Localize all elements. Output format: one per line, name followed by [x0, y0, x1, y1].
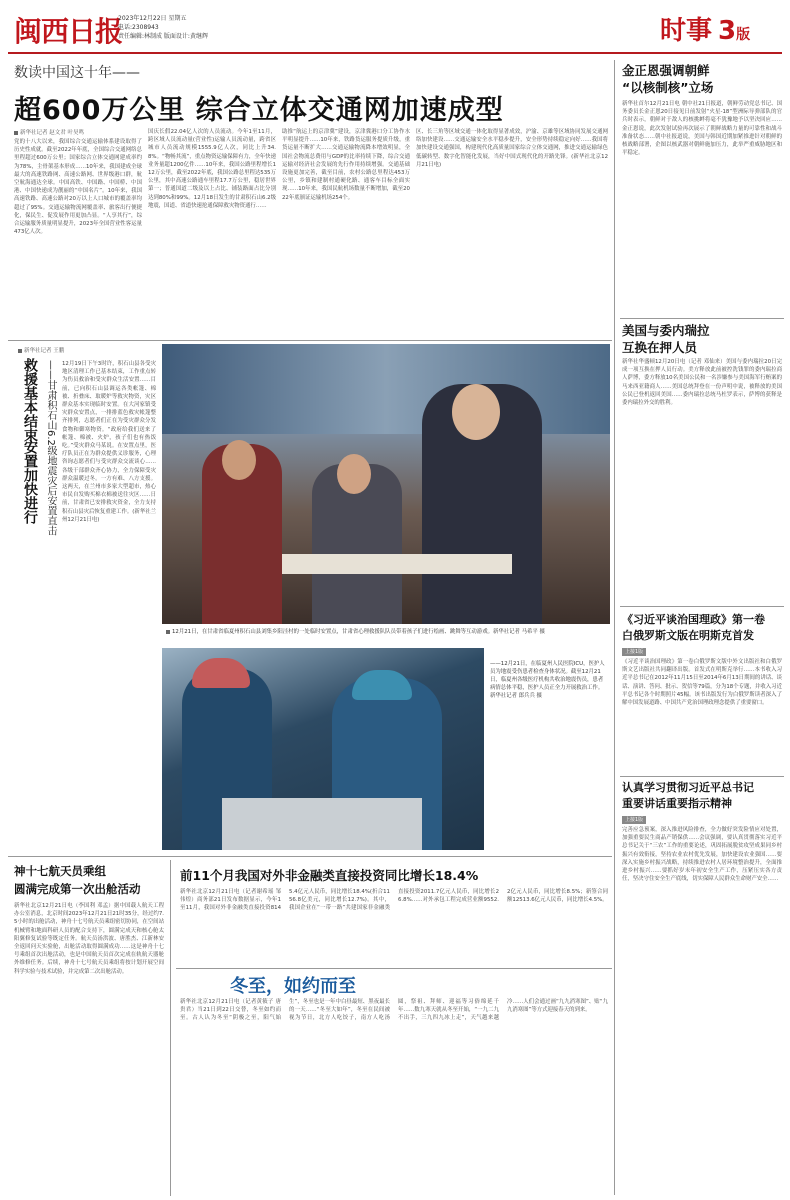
- shenzhou-body: 新华社北京12月21日电（李国利 邓孟）据中国载人航天工程办公室消息，北京时间2023年12月21日21时35分，经过约7.5小时的出舱活动，神舟十七号航天员乘组密切协同，在空间站机械臂和地面科研人员的配合支持下，圆满完成天和核心舱太阳翼修复试验等既定任务。航天员汤洪波、唐胜杰、江新林安全返回问天实验舱，出舱活动取得圆满成功……这是神舟十七号乘组首次出舱活动，也是中国航天员首次完成在轨航天器舱外维修任务。后续，神舟十七号航天员乘组将按计划开展空间科学实验与技术试验，并完成第二次出舱活动。: [14, 903, 164, 975]
- medic-cap-2: [352, 670, 412, 700]
- study-tag: 上接1版: [622, 816, 646, 824]
- investment-body: 新华社北京12月21日电（记者谢希瑶 邹伟煌）商务部21日发布数据显示，今年1至11月，我国对外非金融类直接投资8145.4亿元人民币，同比增长18.4%(折合1156.8亿美元，同比增长12.7%)。其中，我国企业在“一带一路”共建国家非金融类直接投资2011.7亿元人民币，同比增长26.8%……对外承包工程完成营业额9552.2亿元人民币，同比增长8.5%；新签合同额12513.6亿元人民币，同比增长4.5%。: [180, 889, 608, 912]
- lead-divider: [8, 340, 612, 341]
- quake-byline: 新华社记者 王鹏: [18, 346, 64, 354]
- lead-col-3: 助推“航运上的京津冀”建设，京津冀港口分工协作水平明显提升……10年来，铁路货运服务提质升级，重货运量不断扩大……交通运输物流降本增效明显，全国社会物流总费用与GDP的比率持续下降，综合交通运输对经济社会发展的先行作用持续增强。交通基础设施更加完善，截至目前，农村公路总里程达453万公里，乡镇和建制村通硬化路、通客车目标全面实现……10年来，我国民航机场数量不断增加，截至2022年底颁证运输机场254个。: [282, 129, 410, 201]
- xi-book-tag: 上接1版: [622, 648, 646, 656]
- photo-icu-caption: ——12月21日，在临夏州人民医院ICU，医护人员为地震受伤患者检查身体状况。截至12月21日，临夏州各级医疗机构共收治地震伤员，患者病情总体平稳，医护人员正全力开展救治工作。新华社记者 郎兵兵 摄: [490, 661, 605, 699]
- volunteer-head: [452, 384, 500, 440]
- right-column-divider: [614, 60, 615, 1195]
- page-number: [660, 10, 750, 47]
- quake-body: 12月19日下午3时许，积石山县各受灾地区清理工作已基本结束，工作重点转为伤员救治和受灾群众生活安置……目前，已向积石山县调运各类帐篷、棉被、折叠床、取暖炉等救灾物资，灾区群众基本实现临时安置。在大河家镇受灾群众安置点，一排排蓝色救灾帐篷整齐排列，志愿者们正在为受灾群众分发食物和御寒物资。“政府给我们送来了帐篷、棉被、火炉，孩子们也有热饭吃。”受灾群众马某说。在安置点里，医疗队员正在为群众提供义诊服务，心理咨询志愿者们与受灾群众交流谈心……各级干部群众齐心协力，全力保障受灾群众温暖过冬。一方有难、八方支援。这两天，在兰州市多家大型超市，热心市民自发购买棉衣棉被送往灾区……日前，甘肃省已安排救灾资金，全力支持积石山县灾后恢复重建工作。(新华社兰州12月21日电): [62, 361, 156, 523]
- usvenezuela-headline: 美国与委内瑞拉 互换在押人员: [622, 323, 710, 355]
- page-suffix: 版: [736, 27, 751, 43]
- lead-col-4: 区、长三角等区域交通一体化取得显著成效，沪渝、京雄等区域协同发展交通网络加快建设……交通运输安全水平稳步提升，安全形势持续稳定向好……我国将加快建设交通强国，构建现代化高质量国家综合立体交通网，推进交通运输绿色低碳转型、数字化智能化发展，当好中国式现代化的开路先锋。(新华社北京12月21日电): [416, 129, 608, 168]
- bullet-icon: [166, 630, 170, 634]
- lead-col-2: 国庆长假22.04亿人次的人员流动。今年1至11月，跨区域人员流动量(营业性)运输人员流动量，跨省区城市人员流动规模1555.9亿人次，同比上升34.8%。“物畅其流”，重点物资运输保障有力，全年快递业务量超1200亿件……10年来，我国公路里程增长112万公里，截至2022年底，我国公路总里程达535万公里，其中高速公路通车里程17.7万公里，稳居世界第一；普通国道二级及以上占比、铺装路面占比分别达到80%和99%。12月18日发生的甘肃积石山6.2级地震，国道、省道快速抢通保障救灾物资通行……: [148, 129, 276, 209]
- quake-headline-1: 救援基本结束: [22, 358, 38, 442]
- photo-relief-caption: 12月21日，在甘肃省临夏州积石山县刘集乡阳洼村的一处临时安置点，甘肃省心理救援队队员带着孩子们进行绘画、跳舞等互动游戏。新华社记者 马希平 摄: [166, 628, 608, 646]
- quake-headline-2: 安置加快进行: [22, 440, 38, 524]
- kim-body: 新华社首尔12月21日电 朝中社21日报道，朝鲜劳动党总书记、国务委员长金正恩20日接见日前发射“火星-18”型洲际导弹部队的官兵时表示，朝鲜对于敌人的核挑衅将毫不犹豫地予以坚决回应……金正恩说，此次发射试验再次展示了朝鲜战略力量的可靠性和战斗准备状态……朝中社报道说，美国与韩国近期加紧推进针对朝鲜的核战略部署，企图以核武器对朝鲜施加压力，此举严重威胁地区和平稳定。: [622, 101, 782, 157]
- newspaper-logo: 闽西日报: [14, 15, 123, 48]
- shenzhou-divider: [170, 860, 171, 1196]
- masthead-meta: [118, 14, 208, 41]
- right-divider-3: [620, 776, 784, 777]
- masthead-rule: [8, 52, 782, 54]
- right-divider-2: [620, 606, 784, 607]
- tent-shape: [162, 344, 610, 434]
- quake-subtitle: ——甘肃积石山6.2级地震灾后安置直击: [45, 360, 56, 536]
- right-divider-1: [620, 318, 784, 319]
- bullet-icon: [14, 131, 18, 135]
- kim-headline: 金正恩强调朝鲜 “以核制核”立场: [622, 63, 714, 95]
- child-head-2: [337, 454, 371, 494]
- xi-book-headline: 《习近平谈治国理政》第一卷 白俄罗斯文版在明斯克首发: [622, 613, 765, 642]
- investment-headline: 前11个月我国对外非金融类直接投资同比增长18.4%: [180, 868, 479, 883]
- quake-bottom-divider: [8, 856, 612, 857]
- shenzhou-headline: 神十七航天员乘组 圆满完成第一次出舱活动: [14, 864, 141, 896]
- winter-body: 新华社北京12月21日电（记者黄筱子 唐贵君）当21日到22日交替，冬至如约而至。古人认为冬至“阴极之至，阳气始生”，冬至也是一年中白昼最短、黑夜最长的一天……“冬至大如年”，冬至在民间被视为节日，北方人吃饺子，南方人吃汤圆，祭祖、拜师、迎福等习俗绵延千年……数九寒天就从冬至开始，“一九二九不出手，三九四九冰上走”，天气越来越冷……人们会通过画“九九消寒图”、贴“九九消寒图”等方式迎接春天的到来。: [180, 999, 608, 1022]
- xi-book-body: 《习近平谈治国理政》第一卷白俄罗斯文版中外文出版社和白俄罗斯文艺出版社共同翻译出版。首发式在明斯克举行……本书收入习近平总书记在2012年11月15日至2014年6月13日期间的讲话、谈话、演讲、答问、批示、贺信等79篇，分为18个专题，并收入习近平总书记各个时期照片45幅。该书出版发行为白俄罗斯读者深入了解中国发展道路、中国共产党治国理政理念提供了重要窗口。: [622, 659, 782, 707]
- photo-icu: [162, 648, 484, 850]
- page-num: 3: [718, 16, 737, 46]
- lead-kicker: 数读中国这十年——: [14, 65, 140, 81]
- investment-divider: [176, 968, 612, 969]
- editor-credit: 责任编辑:林制成 版面设计:黄继辉: [118, 33, 208, 40]
- issue-date: 2023年12月22日 星期五: [118, 15, 187, 22]
- medic-cap-1: [192, 658, 250, 688]
- winter-headline: 冬至，如约而至: [230, 976, 356, 997]
- study-body: 完善应急预案，深入推进风险排查，全力做好突发险情应对处置，加强重要民生商品产销保供……会议强调，要认真贯彻落实习近平总书记关于“三农”工作的重要论述，巩固拓展脱贫攻坚成果同乡村振兴有效衔接，坚持农业农村优先发展，加快建设农业强国……要深入实施乡村振兴战略，持续推进农村人居环境整治提升，全面推进乡村振兴……要抓好岁末年初安全生产工作，压紧压实各方责任，坚决守住安全生产底线，切实保障人民群众生命财产安全……: [622, 827, 782, 883]
- usvenezuela-body: 新华社华盛顿12月20日电（记者 邓仙来）美国与委内瑞拉20日完成一项互换在押人员行动。美方释放此前被控洗钱罪的委内瑞拉商人萨博，委方释放10名美国公民和一名涉嫌参与美国海军行贿案的马来西亚籍商人……美国总统拜登在一份声明中说，被释放的美国公民已登机返回美国……委内瑞拉总统马杜罗表示，萨博的获释是委内瑞拉外交的胜利。: [622, 359, 782, 407]
- bullet-icon: [18, 349, 22, 353]
- lead-col-1: 党的十八大以来，我国综合交通运输体系建设取得了历史性成就。截至2022年年底，全国综合交通网络总里程超过600万公里；国家综合立体交通网建成率约为78%，主骨架基本形成……10年来，我国建成全球最大的高速铁路网、高速公路网、世界级港口群，航空航海通达全球。中国高铁、中国路、中国桥、中国港、中国快递成为靓丽的“中国名片”。10年来，我国高速铁路、高速公路对20万以上人口城市的覆盖率均超过了95%。交通运输物流网覆盖率、旅客出行便捷化，保民生、促发展作用更加凸显。“人享其行”，综合运输服务质量明显提升，2023年全国营业性客运量473亿人次。: [14, 139, 142, 236]
- patient-bed: [222, 798, 422, 850]
- section-name: 时事: [660, 16, 713, 46]
- table-shape: [282, 554, 512, 574]
- lead-headline: 超600万公里 综合立体交通网加速成型: [14, 95, 504, 126]
- masthead: [0, 0, 790, 58]
- photo-relief-camp: [162, 344, 610, 624]
- phone: 电话:2308943: [118, 24, 159, 31]
- child-head-1: [222, 440, 256, 480]
- study-headline: 认真学习贯彻习近平总书记 重要讲话重要指示精神: [622, 781, 754, 810]
- lead-byline: 新华社记者 赵文君 叶昊鸣: [14, 128, 84, 136]
